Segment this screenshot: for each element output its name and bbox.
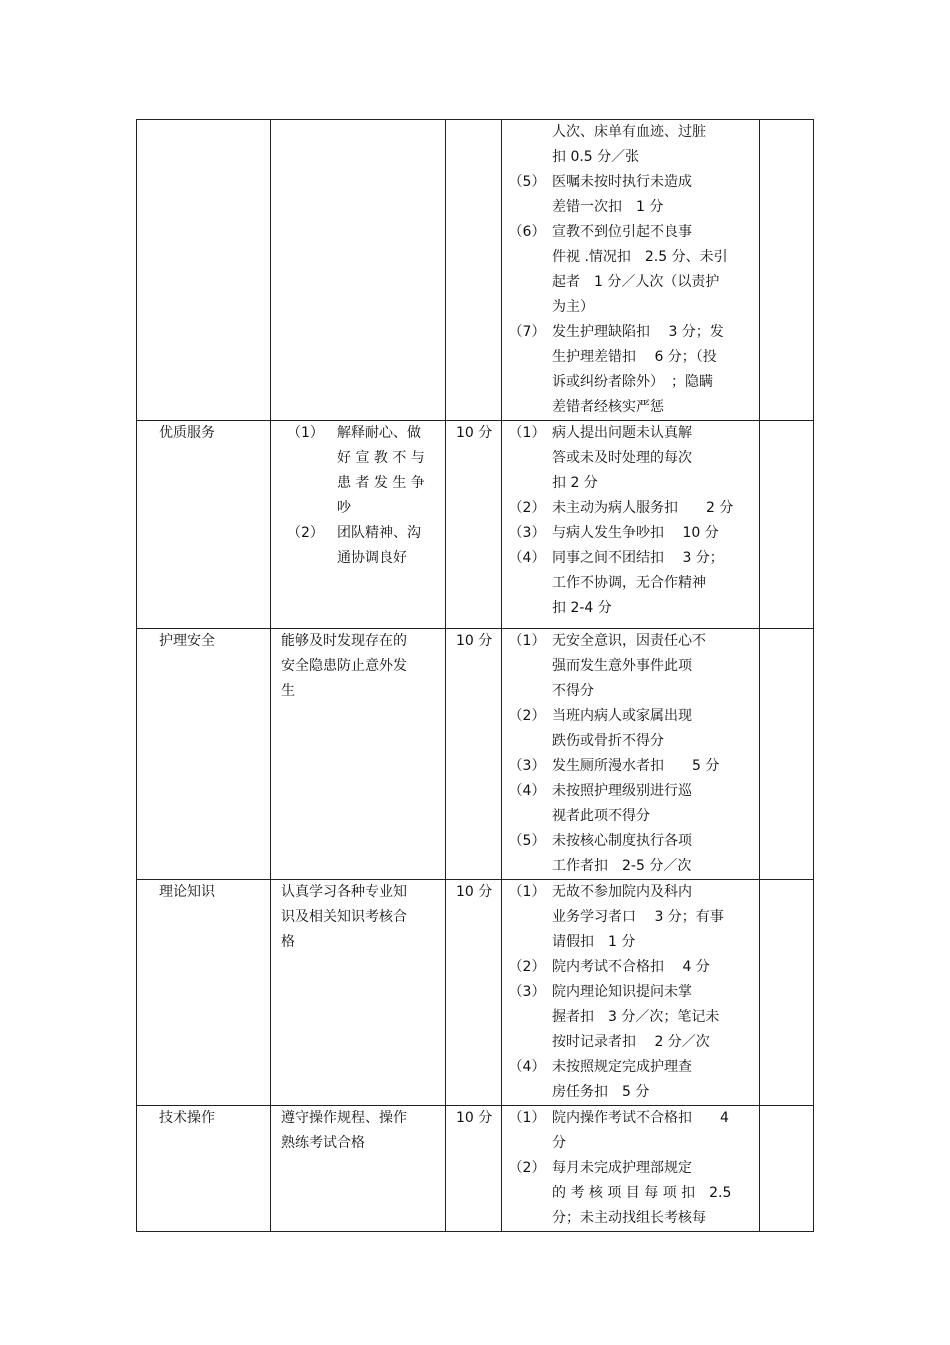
deduction-item-line: 房任务扣 5 分	[552, 1084, 650, 1100]
score-cell: 10 分	[446, 880, 502, 1106]
deduction-item	[502, 170, 755, 220]
deduction-item-text	[552, 170, 755, 220]
deduction-item-number: （3）	[508, 525, 546, 541]
deduction-item-line: 每月未完成护理部规定	[552, 1160, 692, 1176]
category-cell	[137, 120, 271, 421]
deduction-item-line: 院内操作考试不合格扣 4	[552, 1110, 729, 1126]
deduction-item-line: 院内理论知识提问未掌	[552, 984, 692, 1000]
deduction-cell	[502, 421, 760, 629]
deduction-item-line: 同事之间不团结扣 3 分；	[552, 550, 724, 566]
standard-line: 熟练考试合格	[281, 1135, 365, 1151]
deduction-item-number: （1）	[508, 884, 546, 900]
standard-cell	[271, 629, 446, 880]
standard-item	[281, 521, 437, 571]
standard-item-text	[337, 421, 437, 521]
deduction-item-text	[552, 1055, 755, 1105]
remark-cell	[760, 880, 814, 1106]
score-cell: 10 分	[446, 1106, 502, 1232]
deduction-item-line: 发生护理缺陷扣 3 分；发	[552, 324, 724, 340]
standard-item-number: （1）	[287, 425, 324, 441]
deduction-item-line: 扣 2-4 分	[552, 600, 612, 616]
deduction-item-line: 发生厕所漫水者扣 5 分	[552, 758, 720, 774]
assessment-table	[136, 119, 814, 1232]
deduction-item-line: 跌伤或骨折不得分	[552, 733, 664, 749]
deduction-continued	[502, 120, 755, 170]
deduction-item-line: 未按照护理级别进行巡	[552, 783, 692, 799]
deduction-item-line: 未按照规定完成护理查	[552, 1059, 692, 1075]
deduction-item-line: 分；未主动找组长考核每	[552, 1210, 706, 1226]
standard-item-line: 团队精神、沟	[337, 525, 421, 541]
category-cell: 优质服务	[137, 421, 271, 629]
deduction-item-text	[552, 829, 755, 879]
standard-cell	[271, 880, 446, 1106]
deduction-item-number: （4）	[508, 1059, 546, 1075]
standard-line: 格	[281, 934, 295, 950]
table-row	[137, 880, 814, 1106]
category-cell: 理论知识	[137, 880, 271, 1106]
deduction-item-number: （2）	[508, 959, 546, 975]
deduction-item-line: 与病人发生争吵扣 10 分	[552, 525, 719, 541]
deduction-item-line: 生护理差错扣 6 分；（投	[552, 349, 717, 365]
deduction-continued-line: 人次、床单有血迹、过脏	[552, 124, 706, 140]
deduction-item-line: 差错一次扣 1 分	[552, 199, 664, 215]
deduction-item-number: （4）	[508, 550, 546, 566]
deduction-item-number: （2）	[508, 500, 546, 516]
deduction-item-number: （4）	[508, 783, 546, 799]
table-row	[137, 1106, 814, 1232]
deduction-item	[502, 955, 755, 980]
deduction-item-text	[552, 1156, 755, 1231]
remark-cell	[760, 1106, 814, 1232]
deduction-item-line: 件视 .情况扣 2.5 分、未引	[552, 249, 728, 265]
standard-item-number: （2）	[287, 525, 324, 541]
standard-item-line: 解释耐心、做	[337, 425, 421, 441]
deduction-item	[502, 496, 755, 521]
deduction-item	[502, 421, 755, 496]
deduction-item-line: 按时记录者扣 2 分／次	[552, 1034, 710, 1050]
deduction-continued-line: 扣 0.5 分／张	[552, 149, 640, 165]
deduction-item-line: 业务学习者口 3 分；有事	[552, 909, 724, 925]
deduction-item-text	[552, 320, 755, 420]
deduction-item	[502, 546, 755, 621]
deduction-item-text	[552, 496, 755, 521]
deduction-item-line: 诉或纠纷者除外） ；隐瞒	[552, 374, 713, 390]
deduction-item-number: （5）	[508, 174, 546, 190]
deduction-item-line: 强而发生意外事件此项	[552, 658, 692, 674]
standard-line: 遵守操作规程、操作	[281, 1110, 407, 1126]
table-row	[137, 120, 814, 421]
standard-cell	[271, 1106, 446, 1232]
remark-cell	[760, 629, 814, 880]
deduction-item	[502, 1055, 755, 1105]
deduction-item-line: 工作者扣 2-5 分／次	[552, 858, 692, 874]
deduction-item-line: 无故不参加院内及科内	[552, 884, 692, 900]
deduction-item-text	[552, 779, 755, 829]
standard-cell	[271, 120, 446, 421]
score-cell: 10 分	[446, 421, 502, 629]
deduction-item-number: （3）	[508, 984, 546, 1000]
deduction-item-line: 当班内病人或家属出现	[552, 708, 692, 724]
deduction-item-line: 工作不协调，无合作精神	[552, 575, 706, 591]
deduction-item-number: （1）	[508, 633, 546, 649]
deduction-cell	[502, 629, 760, 880]
standard-line: 识及相关知识考核合	[281, 909, 407, 925]
remark-cell	[760, 120, 814, 421]
deduction-item-line: 无安全意识，因责任心不	[552, 633, 706, 649]
deduction-item-text	[552, 546, 755, 621]
deduction-item-text	[552, 980, 755, 1055]
deduction-item-text	[552, 955, 755, 980]
deduction-item-text	[552, 880, 755, 955]
deduction-item-line: 病人提出问题未认真解	[552, 425, 692, 441]
deduction-item	[502, 521, 755, 546]
deduction-item-text	[552, 220, 755, 320]
table-row	[137, 629, 814, 880]
deduction-item-line: 未主动为病人服务扣 2 分	[552, 500, 734, 516]
deduction-item-number: （2）	[508, 708, 546, 724]
score-cell: 10 分	[446, 629, 502, 880]
deduction-item-line: 起者 1 分／人次（以责护	[552, 274, 720, 290]
deduction-item-number: （3）	[508, 758, 546, 774]
standard-line: 生	[281, 683, 295, 699]
category-cell: 护理安全	[137, 629, 271, 880]
deduction-item-number: （1）	[508, 425, 546, 441]
deduction-cell	[502, 120, 760, 421]
standard-item-text	[337, 521, 437, 571]
deduction-item	[502, 880, 755, 955]
deduction-item-line: 医嘱未按时执行未造成	[552, 174, 692, 190]
deduction-item-line: 差错者经核实严惩	[552, 399, 664, 415]
deduction-item-text	[552, 421, 755, 496]
deduction-item-line: 视者此项不得分	[552, 808, 650, 824]
deduction-item-text	[552, 754, 755, 779]
deduction-item-number: （6）	[508, 224, 546, 240]
deduction-item	[502, 1106, 755, 1156]
standard-line: 认真学习各种专业知	[281, 884, 407, 900]
deduction-item	[502, 629, 755, 704]
deduction-item-number: （2）	[508, 1160, 546, 1176]
deduction-item	[502, 779, 755, 829]
deduction-item-line: 宣教不到位引起不良事	[552, 224, 692, 240]
deduction-item-text	[552, 629, 755, 704]
deduction-item	[502, 829, 755, 879]
deduction-cell	[502, 1106, 760, 1232]
deduction-item-line: 的 考 核 项 目 每 项 扣 2.5	[552, 1185, 732, 1201]
standard-item-line: 患 者 发 生 争	[337, 475, 425, 491]
deduction-item-line: 未按核心制度执行各项	[552, 833, 692, 849]
deduction-item-line: 答或未及时处理的每次	[552, 450, 692, 466]
deduction-item-line: 不得分	[552, 683, 594, 699]
standard-line: 安全隐患防止意外发	[281, 658, 407, 674]
deduction-item-line: 分	[552, 1135, 566, 1151]
deduction-item-number: （1）	[508, 1110, 546, 1126]
deduction-item	[502, 320, 755, 420]
deduction-item	[502, 220, 755, 320]
deduction-item-text	[552, 521, 755, 546]
standard-cell	[271, 421, 446, 629]
table-row	[137, 421, 814, 629]
deduction-item-number: （5）	[508, 833, 546, 849]
standard-item-line: 通协调良好	[337, 550, 407, 566]
score-cell	[446, 120, 502, 421]
deduction-item-text	[552, 704, 755, 754]
deduction-item-line: 院内考试不合格扣 4 分	[552, 959, 710, 975]
deduction-item-number: （7）	[508, 324, 546, 340]
category-cell: 技术操作	[137, 1106, 271, 1232]
remark-cell	[760, 421, 814, 629]
deduction-item-line: 请假扣 1 分	[552, 934, 636, 950]
deduction-item	[502, 754, 755, 779]
deduction-item	[502, 704, 755, 754]
deduction-item	[502, 980, 755, 1055]
deduction-item-line: 握者扣 3 分／次；笔记未	[552, 1009, 720, 1025]
standard-item	[281, 421, 437, 521]
deduction-cell	[502, 880, 760, 1106]
standard-item-line: 好 宣 教 不 与	[337, 450, 425, 466]
standard-line: 能够及时发现存在的	[281, 633, 407, 649]
deduction-item-line: 扣 2 分	[552, 475, 598, 491]
standard-item-line: 吵	[337, 500, 351, 516]
deduction-item-text	[552, 1106, 755, 1156]
deduction-item-line: 为主）	[552, 299, 594, 315]
deduction-item	[502, 1156, 755, 1231]
